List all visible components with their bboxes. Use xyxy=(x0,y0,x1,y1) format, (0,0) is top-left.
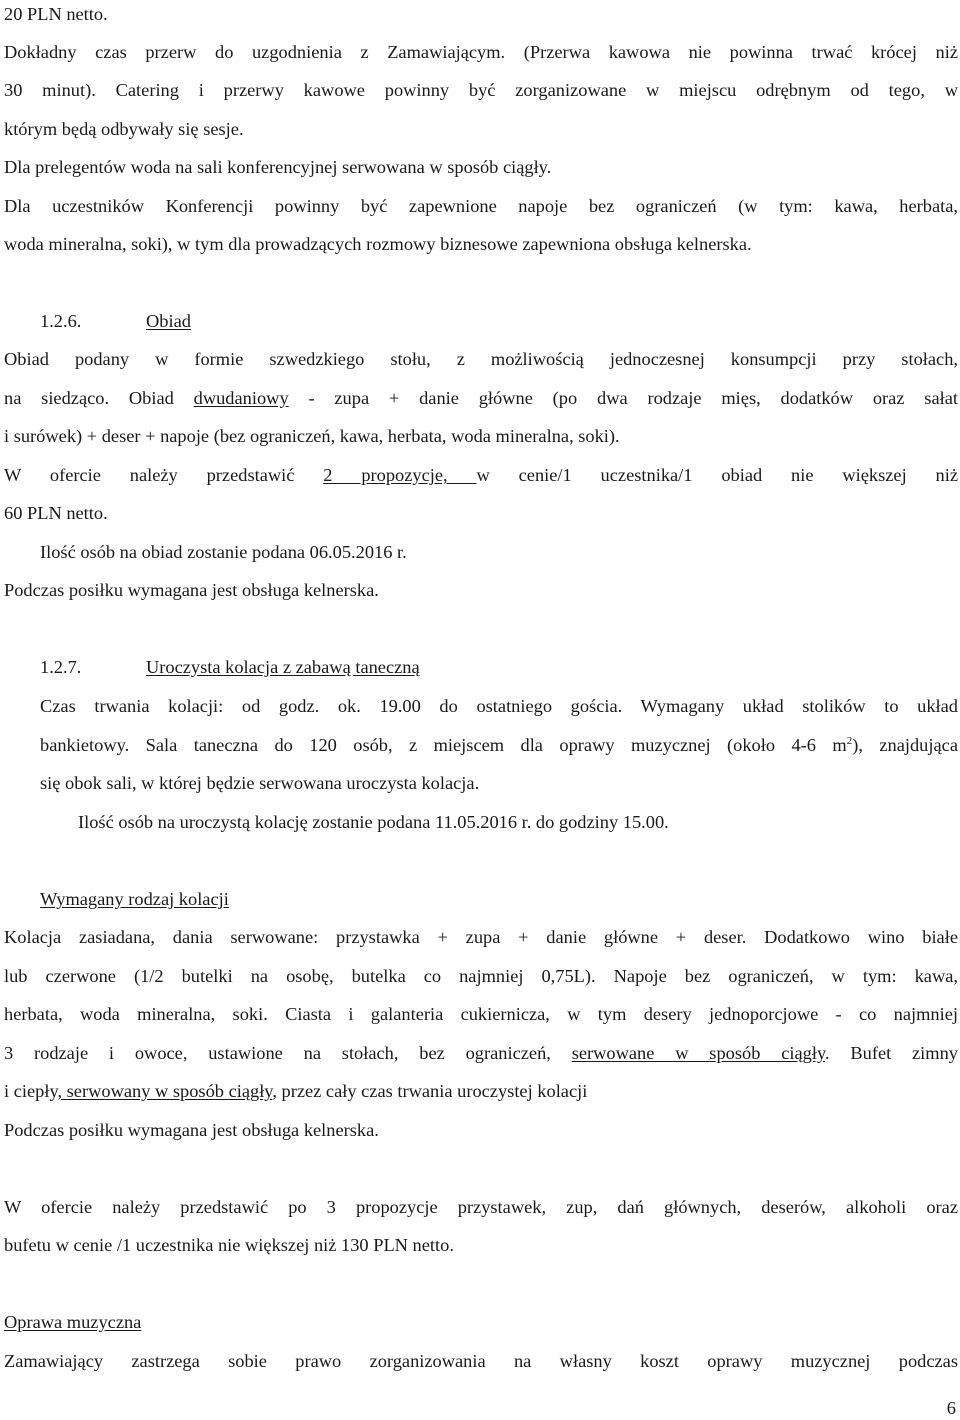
text-line: Zamawiający zastrzega sobie prawo zorganizowania na własny koszt oprawy muzycznej podczas xyxy=(4,1351,958,1371)
text-line: lub czerwone (1/2 butelki na osobę, butelka co najmniej 0,75L). Napoje bez ograniczeń, w tym: kawa, xyxy=(4,966,958,986)
text-span: i ciepły xyxy=(4,1081,58,1101)
text-span: 3 rodzaje i owoce, ustawione na stołach, bez ograniczeń, xyxy=(4,1043,572,1063)
underlined-text: 2 propozycje, xyxy=(323,465,477,485)
text-line xyxy=(4,463,958,487)
text-span: , przez cały czas trwania uroczystej kolacji xyxy=(272,1081,588,1101)
text-line: 30 minut). Catering i przerwy kawowe powinny być zorganizowane w miejscu odrębnym od tego, w xyxy=(4,80,958,100)
text-line: Dla uczestników Konferencji powinny być zapewnione napoje bez ograniczeń (w tym: kawa, herbata, xyxy=(4,196,958,216)
text-line xyxy=(40,733,958,757)
text-line xyxy=(4,386,958,410)
superscript: 2 xyxy=(846,735,853,747)
text-span: na siedząco. Obiad xyxy=(4,388,194,408)
section-title: Uroczysta kolacja z zabawą taneczną xyxy=(146,657,420,677)
underlined-text: serwowane w sposób ciągły xyxy=(571,1043,825,1063)
text-line: Ilość osób na uroczystą kolację zostanie podana 11.05.2016 r. do godziny 15.00. xyxy=(78,812,669,832)
section-title: Obiad xyxy=(146,311,191,331)
section-heading-obiad xyxy=(40,309,191,333)
section-heading-kolacja xyxy=(40,655,420,679)
text-line xyxy=(4,1041,958,1065)
subsection-title xyxy=(40,887,960,911)
text-span: ), znajdująca xyxy=(852,735,958,755)
subsection-title-text: Wymagany rodzaj kolacji xyxy=(40,889,229,909)
text-line: Kolacja zasiadana, dania serwowane: przystawka + zupa + danie główne + deser. Dodatkowo wino białe xyxy=(4,927,958,947)
text-span: . Bufet zimny xyxy=(824,1043,958,1063)
section-number: 1.2.6. xyxy=(40,311,82,331)
text-line: Czas trwania kolacji: od godz. ok. 19.00 do ostatniego gościa. Wymagany układ stolików to układ xyxy=(40,696,958,716)
text-line: woda mineralna, soki), w tym dla prowadzących rozmowy biznesowe zapewniona obsługa kelnerska. xyxy=(4,234,752,254)
underlined-text: , serwowany w sposób ciągły xyxy=(57,1081,273,1101)
text-span: bankietowy. Sala taneczna do 120 osób, z miejscem dla oprawy muzycznej (około 4-6 m xyxy=(40,735,847,755)
text-line: W ofercie należy przedstawić po 3 propozycje przystawek, zup, dań głównych, deserów, alkoholi oraz xyxy=(4,1197,958,1217)
underlined-text: dwudaniowy xyxy=(193,388,289,408)
text-span: - zupa + danie główne (po dwa rodzaje mięs, dodatków oraz sałat xyxy=(288,388,958,408)
subsection-title-text: Oprawa muzyczna xyxy=(4,1312,142,1332)
text-line: Dokładny czas przerw do uzgodnienia z Zamawiającym. (Przerwa kawowa nie powinna trwać krócej niż xyxy=(4,42,958,62)
text-line: Podczas posiłku wymagana jest obsługa kelnerska. xyxy=(4,580,379,600)
text-line: Dla prelegentów woda na sali konferencyjnej serwowana w sposób ciągły. xyxy=(4,157,552,177)
text-line: herbata, woda mineralna, soki. Ciasta i galanteria cukiernicza, w tym desery jednoporcjowe - co najmniej xyxy=(4,1004,958,1024)
text-line: Podczas posiłku wymagana jest obsługa kelnerska. xyxy=(4,1120,379,1140)
text-line: się obok sali, w której będzie serwowana uroczysta kolacja. xyxy=(40,773,480,793)
page-number: 6 xyxy=(946,1398,956,1418)
text-line: i surówek) + deser + napoje (bez ograniczeń, kawa, herbata, woda mineralna, soki). xyxy=(4,426,620,446)
section-number: 1.2.7. xyxy=(40,657,82,677)
text-line: bufetu w cenie /1 uczestnika nie większej niż 130 PLN netto. xyxy=(4,1235,454,1255)
text-line: którym będą odbywały się sesje. xyxy=(4,119,244,139)
text-span: w cenie/1 uczestnika/1 obiad nie większej niż xyxy=(476,465,959,485)
text-line: 60 PLN netto. xyxy=(4,503,108,523)
text-line xyxy=(4,1079,960,1103)
text-span: W ofercie należy przedstawić xyxy=(4,465,324,485)
subsection-title xyxy=(4,1310,960,1334)
text-line: Ilość osób na obiad zostanie podana 06.05.2016 r. xyxy=(40,542,407,562)
text-line: 20 PLN netto. xyxy=(4,4,108,24)
text-line: Obiad podany w formie szwedzkiego stołu, z możliwością jednoczesnej konsumpcji przy stołach, xyxy=(4,349,958,369)
